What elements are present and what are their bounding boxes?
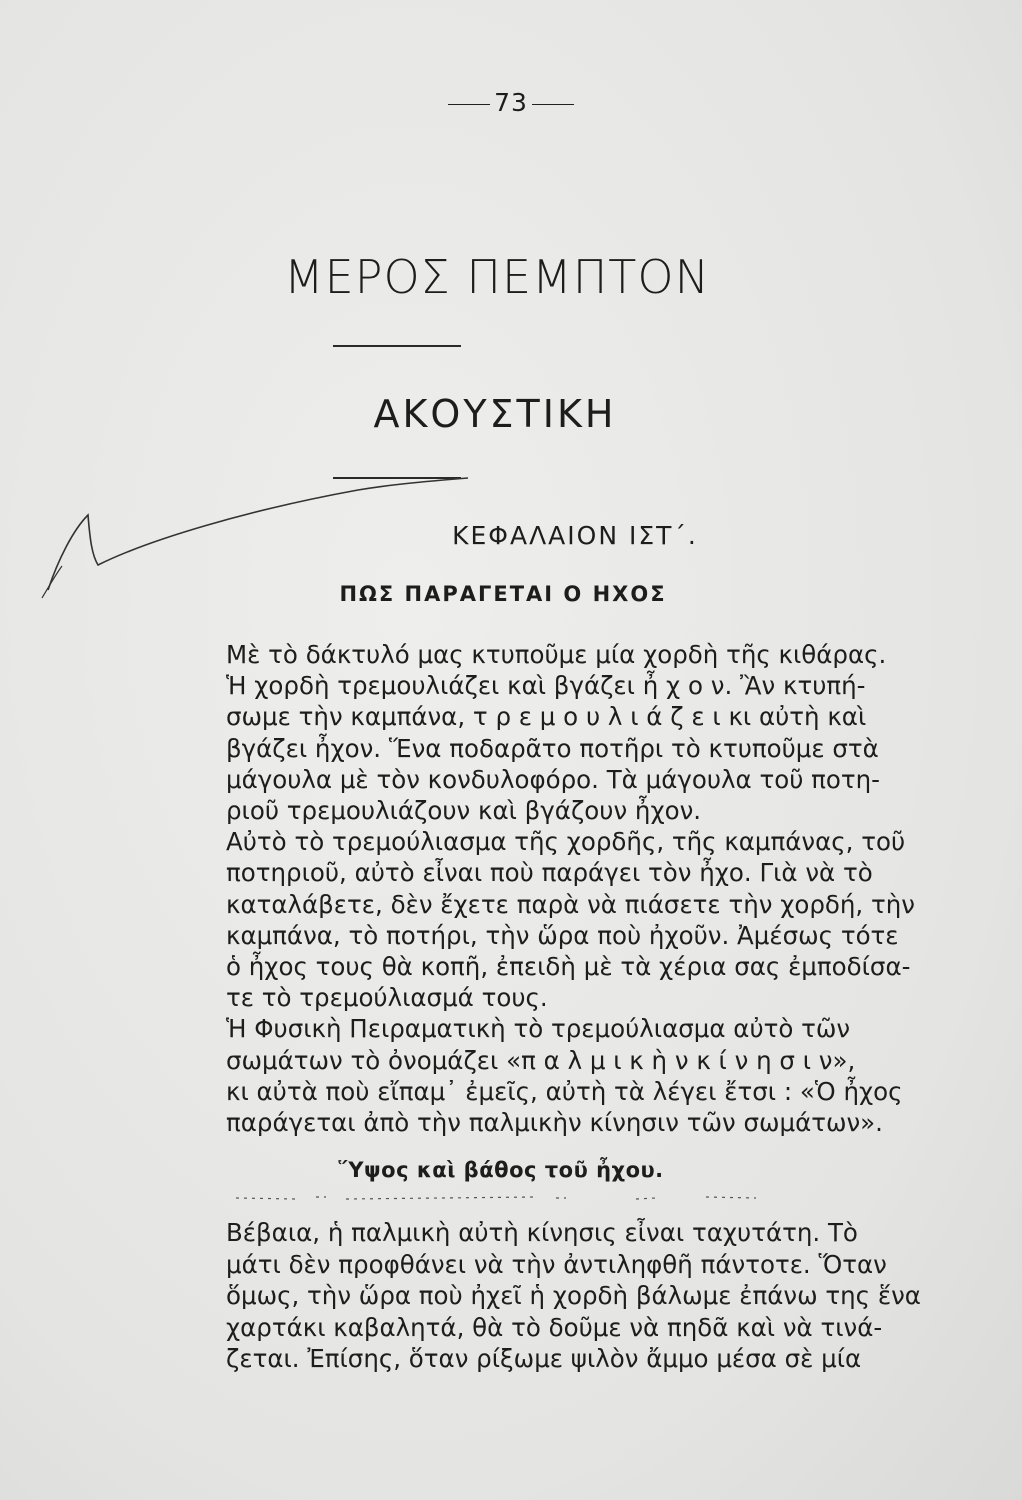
text-line: Αὐτὸ τὸ τρεμούλιασμα τῆς χορδῆς, τῆς καμπάνας, τοῦ: [226, 827, 906, 857]
text-line: Ἡ Φυσικὴ Πειραματικὴ τὸ τρεμούλιασμα αὐτὸ τῶν: [226, 1014, 851, 1044]
text-line: ζεται. Ἐπίσης, ὅταν ρίξωμε ψιλὸν ἄμμο μέσα σὲ μία: [226, 1344, 862, 1373]
text-line: ριοῦ τρεμουλιάζουν καὶ βγάζουν ἦχον.: [226, 796, 702, 825]
text-line: τε τὸ τρεμούλιασμά τους.: [226, 983, 548, 1013]
chapter-title: ΚΕΦΑΛΑΙΟΝ ΙΣΤ΄.: [452, 521, 698, 550]
text-line: ποτηριοῦ, αὐτὸ εἶναι ποὺ παράγει τὸν ἦχο. Γιὰ νὰ τὸ: [226, 858, 873, 888]
text-line: Βέβαια, ἡ παλμικὴ αὐτὴ κίνησις εἶναι ταχυτάτη. Τὸ: [226, 1218, 858, 1247]
part-title: ΜΕΡΟΣ ΠΕΜΠΤΟΝ: [283, 250, 711, 304]
subject-title: ΑΚΟΥΣΤΙΚΗ: [373, 392, 617, 436]
page-number-text: 73: [494, 88, 528, 117]
divider-rule-top: [333, 345, 461, 347]
page-number-dash-left: [448, 104, 490, 105]
print-noise-rule: [236, 1193, 766, 1203]
page-number: [0, 88, 1022, 117]
text-line: κι αὐτὰ ποὺ εἴπαμ᾿ ἐμεῖς, αὐτὴ τὰ λέγει ἔτσι : «Ὁ ἦχος: [226, 1076, 903, 1106]
text-line: χαρτάκι καβαλητά, θὰ τὸ δοῦμε νὰ πηδᾶ καὶ νὰ τινά-: [226, 1312, 883, 1342]
text-line: καμπάνα, τὸ ποτήρι, τὴν ὥρα ποὺ ἠχοῦν. Ἀμέσως τότε: [226, 920, 899, 950]
text-line: Μὲ τὸ δάκτυλό μας κτυποῦμε μία χορδὴ τῆς κιθάρας.: [226, 640, 887, 669]
subheading: Ὕψος καὶ βάθος τοῦ ἦχου.: [338, 1158, 664, 1182]
text-line: σωμε τὴν καμπάνα, τ ρ ε μ ο υ λ ι ά ζ ε ι κι αὐτὴ καὶ: [226, 702, 867, 732]
section-heading: ΠΩΣ ΠΑΡΑΓΕΤΑΙ Ο ΗΧΟΣ: [339, 582, 667, 606]
text-line: μάτι δὲν προφθάνει νὰ τὴν ἀντιληφθῆ πάντοτε. Ὅταν: [226, 1249, 887, 1279]
text-line: Ἡ χορδὴ τρεμουλιάζει καὶ βγάζει ἦ χ ο ν. Ἂν κτυπή-: [226, 671, 866, 701]
text-line: μάγουλα μὲ τὸν κονδυλοφόρο. Τὰ μάγουλα τοῦ ποτη-: [226, 764, 881, 794]
page-number-dash-right: [532, 104, 574, 105]
text-line: καταλάβετε, δὲν ἔχετε παρὰ νὰ πιάσετε τὴν χορδή, τὴν: [226, 889, 915, 919]
text-line: βγάζει ἦχον. Ἕνα ποδαρᾶτο ποτῆρι τὸ κτυποῦμε στὰ: [226, 733, 879, 763]
text-line: ὅμως, τὴν ὥρα ποὺ ἠχεῖ ἡ χορδὴ βάλωμε ἐπάνω της ἕνα: [226, 1281, 921, 1310]
text-line: παράγεται ἀπὸ τὴν παλμικὴν κίνησιν τῶν σωμάτων».: [226, 1108, 883, 1137]
text-line: σωμάτων τὸ ὀνομάζει «π α λ μ ι κ ὴ ν κ ί ν η σ ι ν»,: [226, 1045, 856, 1075]
text-line: ὁ ἦχος τους θὰ κοπῆ, ἐπειδὴ μὲ τὰ χέρια σας ἐμποδίσα-: [226, 952, 911, 981]
